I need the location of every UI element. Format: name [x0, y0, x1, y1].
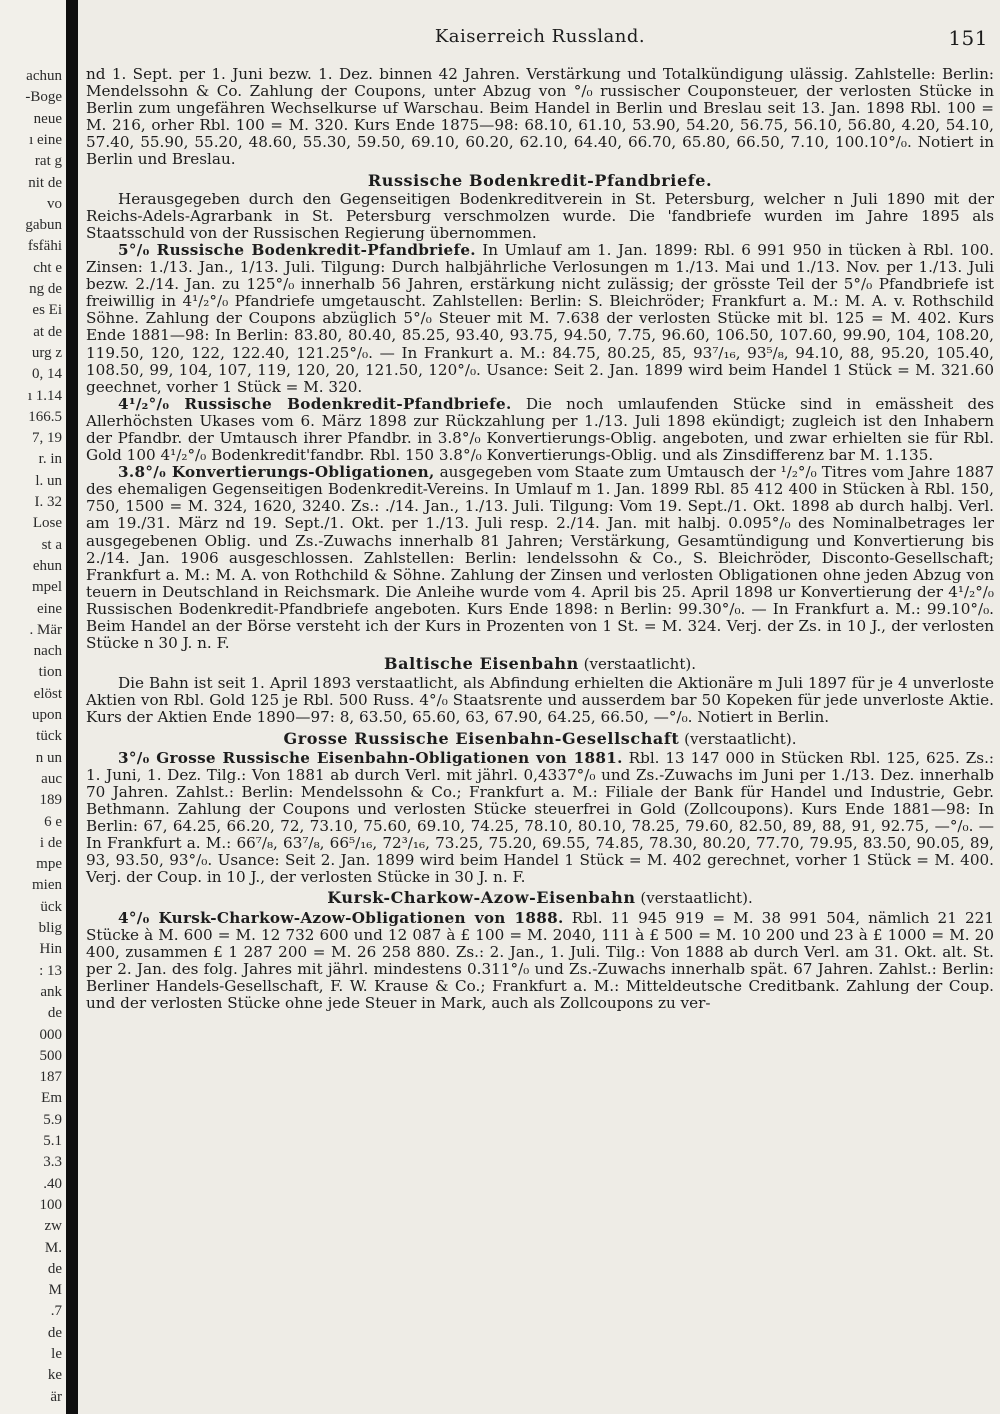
- running-title: Kaiserreich Russland.: [434, 26, 646, 47]
- paragraph-text: Rbl. 13 147 000 in Stücken Rbl. 125, 625. Zs.: 1. Juni, 1. Dez. Tilg.: Von 1881 ab durch Verl. mit jährl. 0,4337°/₀ und Zs.-Zuwachs im Juni per 1./13. Dez. innerhalb 70 Jahren. Zahlst.: Berlin: Mendelssohn & Co.; Frankfurt a. M.: Filiale der Bank für Handel und Industrie, Gebr. Bethmann. Zahlung der Coupons und verlosten Stücke steuerfrei in Gold (Zollcoupons). Kurs Ende 1881—98: In Berlin: 67, 64.25, 66.20, 72, 73.10, 75.60, 69.10, 74.25, 78.10, 80.10, 78.25, 79.60, 82.50, 89, 88, 91, 92.75, —°/₀. — In Frankfurt a. M.: 66⁷/₈, 63⁷/₈, 66⁵/₁₆, 72³/₁₆, 73.25, 75.20, 69.55, 74.85, 78.30, 80.20, 77.70, 79.95, 83.50, 90.05, 89, 93, 93.50, 93°/₀. Usance: Seit 2. Jan. 1899 wird beim Handel 1 Stück = M. 402 gerechnet, vorher 1 Stück = M. 400. Verj. der Coup. in 10 J., der verlosten Stücke in 30 J. n. F.: [86, 748, 995, 887]
- facing-page-fragment: fsfähi: [27, 238, 62, 255]
- facing-page-fragment: at de: [33, 323, 62, 340]
- facing-page-fragment: ück: [40, 898, 62, 915]
- paragraph-lead: 3°/₀ Grosse Russische Eisenbahn-Obligationen von 1881.: [118, 748, 623, 767]
- facing-page-fragment: le: [51, 1346, 62, 1362]
- facing-page-fragment: st a: [41, 536, 62, 553]
- facing-page-fragment: ehun: [32, 557, 62, 574]
- paragraph-text: Die Bahn ist seit 1. April 1893 verstaatlicht, als Abfindung erhielten die Aktionäre m Juli 1897 für je 4 unverloste Aktien von Rbl. Gold 125 je Rbl. 500 Russ. 4°/₀ Staatsrente und ausserdem bar 50 Kopeken für jede unverloste Aktie. Kurs der Aktien Ende 1890—97: 8, 63.50, 65.60, 63, 67.90, 64.25, 66.50, —°/₀. Notiert in Berlin.: [86, 674, 994, 727]
- facing-page-fragment: mien: [32, 877, 62, 894]
- paragraph-text: Rbl. 11 945 919 = M. 38 991 504, nämlich 21 221 Stücke à M. 600 = M. 12 732 600 und 12 087 à £ 100 = M. 2040, 111 à £ 500 = M. 10 200 und 23 à £ 1000 = M. 20 400, zusammen £ 1 287 200 = M. 26 258 880. Zs.: 2. Jan., 1. Juli. Tilg.: Von 1888 ab durch Verl. am 31. Okt. alt. St. per 2. Jan. des folg. Jahres mit jährl. mindestens 0.311°/₀ und Zs.-Zuwachs innerhalb spät. 67 Jahren. Zahlst.: Berlin: Berliner Handels-Gesellschaft, F. W. Krause & Co.; Frankfurt a. M.: Mitteldeutsche Creditbank. Zahlung der Coup. und der verlosten Stücke ohne jede Steuer in Mark, auch als Zollcoupons zu ver-: [86, 908, 994, 1012]
- facing-page-fragment: de: [47, 1260, 62, 1277]
- facing-page-fragment: zw: [44, 1218, 62, 1235]
- facing-page-fragment: M: [48, 1282, 62, 1299]
- facing-page-fragment: 187: [39, 1069, 62, 1086]
- section-heading-text: Grosse Russische Eisenbahn-Gesellschaft: [283, 728, 680, 748]
- facing-page-fragment: 7, 19: [32, 430, 62, 447]
- paragraph: [86, 242, 994, 396]
- facing-page-fragment: 5.1: [43, 1133, 62, 1149]
- facing-page-fragment: blig: [38, 920, 62, 936]
- paragraph-lead: 5°/₀ Russische Bodenkredit-Pfandbriefe.: [118, 240, 476, 259]
- facing-page-fragment: cht e: [33, 259, 62, 276]
- paragraph: [86, 66, 994, 169]
- book-gutter: [66, 0, 78, 1414]
- facing-page-fragment: l. un: [35, 472, 62, 489]
- paragraph: [86, 910, 994, 1013]
- paragraph-text: Herausgegeben durch den Gegenseitigen Bodenkreditverein in St. Petersburg, welcher n Juli 1890 mit der Reichs-Adels-Agrarbank in St. Petersburg verschmolzen wurde. Die 'fandbriefe wurden im Jahre 1895 als Staatsschuld von der Russischen Regierung übernommen.: [86, 189, 994, 242]
- facing-page-fragment: gabun: [25, 217, 62, 234]
- facing-page-fragment: -Boge: [25, 89, 62, 106]
- facing-page-fragment: tion: [38, 664, 62, 681]
- section-heading: [86, 730, 994, 748]
- paragraph: [86, 750, 994, 887]
- facing-page-fragment: es Ei: [32, 302, 62, 319]
- facing-page-fragment: urg z: [31, 344, 62, 361]
- section-heading: [86, 889, 994, 907]
- page-header: [88, 26, 992, 52]
- paragraph-lead: 3.8°/₀ Konvertierungs-Obligationen,: [118, 463, 435, 482]
- facing-page-fragment: . Mär: [29, 621, 62, 638]
- adjacent-page-strip: [0, 0, 66, 1414]
- facing-page-fragment: eine: [37, 600, 62, 617]
- paragraph: [86, 675, 994, 726]
- facing-page-fragment: ng de: [29, 281, 62, 297]
- facing-page-fragment: nit de: [28, 174, 62, 191]
- page: [78, 0, 1000, 1414]
- facing-page-fragment: 189: [39, 792, 62, 809]
- facing-page-fragment: de: [47, 1324, 62, 1341]
- facing-page-fragment: mpe: [36, 856, 62, 873]
- facing-page-fragment: ke: [47, 1367, 62, 1384]
- facing-page-fragment: mpel: [32, 579, 62, 596]
- facing-page-fragment: ı 1.14: [27, 387, 62, 404]
- facing-page-fragment: r. in: [38, 451, 62, 468]
- facing-page-fragment: 100: [39, 1196, 62, 1213]
- facing-page-fragment: ı eine: [29, 131, 62, 148]
- paragraph-lead: 4¹/₂°/₀ Russische Bodenkredit-Pfandbriefe.: [118, 394, 512, 413]
- facing-page-fragment: i de: [39, 834, 62, 851]
- facing-page-fragment: achun: [26, 68, 62, 84]
- facing-page-fragment: tück: [36, 728, 62, 745]
- facing-page-fragment: 0, 14: [32, 366, 62, 383]
- facing-page-fragment: upon: [32, 707, 62, 723]
- paragraph-text: nd 1. Sept. per 1. Juni bezw. 1. Dez. binnen 42 Jahren. Verstärkung und Totalkündigung ulässig. Zahlstelle: Berlin: Mendelssohn & Co. Zahlung der Coupons, unter Abzug von °/₀ russischer Couponsteuer, der verlosten Stücke in Berlin zum ungefähren Wechselkurse uf Warschau. Beim Handel in Berlin und Breslau seit 13. Jan. 1898 Rbl. 100 = M. 216, orher Rbl. 100 = M. 320. Kurs Ende 1875—98: 68.10, 61.10, 53.90, 54.20, 56.75, 56.10, 56.80, 4.20, 54.10, 57.40, 55.90, 55.20, 48.60, 55.30, 59.50, 69.10, 60.20, 62.10, 64.40, 66.70, 65.80, 66.50, 7.10, 100.10°/₀. Notiert in Berlin und Breslau.: [86, 65, 994, 169]
- facing-page-fragment: nach: [33, 643, 62, 660]
- section-heading-note: (verstaatlicht).: [578, 655, 696, 674]
- facing-page-fragment: I. 32: [34, 494, 62, 510]
- facing-page-fragment: n un: [35, 749, 62, 766]
- facing-page-fragment: rat g: [34, 153, 62, 170]
- facing-page-fragment: ank: [40, 983, 62, 1000]
- facing-page-fragment: neue: [33, 110, 62, 127]
- section-heading: [86, 655, 994, 673]
- facing-page-fragment: 166.5: [28, 408, 62, 425]
- facing-page-fragment: 6 e: [44, 813, 62, 830]
- facing-page-fragment: .40: [43, 1175, 62, 1192]
- facing-page-fragment: auc: [41, 770, 62, 787]
- facing-page-fragment: vo: [47, 195, 62, 212]
- section-heading-text: Baltische Eisenbahn: [384, 654, 579, 674]
- facing-page-fragment: : 13: [39, 962, 62, 979]
- facing-page-fragment: de: [47, 1005, 62, 1022]
- paragraph-lead: 4°/₀ Kursk-Charkow-Azow-Obligationen von 1888.: [118, 908, 564, 927]
- facing-page-fragment: 3.3: [43, 1154, 62, 1171]
- paragraph-text: Die noch umlaufenden Stücke sind in emässheit des Allerhöchsten Ukases vom 6. März 1898 zur Rückzahlung per 1./13. Juli 1898 ekündigt; zugleich ist den Inhabern der Pfandbr. der Umtausch ihrer Pfandbr. in 3.8°/₀ Konvertierungs-Oblig. angeboten, und zwar erhielten sie für Rbl. Gold 100 4¹/₂°/₀ Bodenkredit'fandbr. Rbl. 150 3.8°/₀ Konvertierungs-Oblig. und als Zinsdifferenz bar M. 1.135.: [86, 394, 994, 465]
- facing-page-fragment: .7: [50, 1303, 62, 1320]
- paragraph-text: ausgegeben vom Staate zum Umtausch der ¹/₂°/₀ Titres vom Jahre 1887 des ehemaligen Gegenseitigen Bodenkredit-Vereins. In Umlauf m 1. Jan. 1899 Rbl. 85 412 400 in Stücken à Rbl. 150, 750, 1500 = M. 324, 1620, 3240. Zs.: ./14. Jan., 1./13. Juli. Tilgung: Vom 19. Sept./1. Okt. 1898 ab durch halbj. Verl. am 19./31. März nd 19. Sept./1. Okt. per 1./13. Juli resp. 2./14. Jan. mit halbj. 0.095°/₀ des Nominalbetrages ler ausgegebenen Oblig. und Zs.-Zuwachs innerhalb 81 Jahren; Verstärkung, Gesamtündigung und Konvertierung bis 2./14. Jan. 1906 ausgeschlossen. Zahlstellen: Berlin: lendelssohn & Co., S. Bleichröder, Disconto-Gesellschaft; Frankfurt a. M.: M. A. von Rothchild & Söhne. Zahlung der Zinsen und verlosten Obligationen ohne jeden Abzug von teuern in Deutschland in Reichsmark. Die Anleihe wurde vom 4. April bis 25. April 1898 ur Konvertierung der 4¹/₂°/₀ Russischen Bodenkredit-Pfandbriefe angeboten. Kurs Ende 1898: n Berlin: 99.30°/₀. — In Frankfurt a. M.: 99.10°/₀. Beim Handel an der Börse versteht ich der Kurs in Prozenten von 1 St. = M. 324. Verj. der Zs. in 10 J., der verlosten Stücke n 30 J. n. F.: [86, 463, 994, 653]
- paragraph: [86, 396, 994, 464]
- facing-page-fragment: 5.9: [43, 1111, 62, 1128]
- section-heading-note: (verstaatlicht).: [679, 729, 797, 748]
- facing-page-fragment: 000: [39, 1026, 62, 1043]
- paragraph-text: In Umlauf am 1. Jan. 1899: Rbl. 6 991 950 in tücken à Rbl. 100. Zinsen: 1./13. Jan., 1/13. Juli. Tilgung: Durch halbjährliche Verlosungen m 1./13. Mai und 1./13. Nov. per 1./13. Juli bezw. 2./14. Jan. zu 125°/₀ innerhalb 56 Jahren, erstärkung nicht zulässig; der grösste Teil der 5°/₀ Pfandbriefe ist freiwillig in 4¹/₂°/₀ Pfandriefe umgetauscht. Zahlstellen: Berlin: S. Bleichröder; Frankfurt a. M.: M. A. v. Rothschild Söhne. Zahlung der Coupons abzüglich 5°/₀ Steuer mit M. 7.638 der verlosten Stücke mit bl. 125 = M. 402. Kurs Ende 1881—98: In Berlin: 83.80, 80.40, 85.25, 93.40, 93.75, 94.50, 7.75, 96.60, 106.50, 107.60, 99.90, 104, 108.20, 119.50, 120, 122, 122.40, 121.25°/₀. — In Frankurt a. M.: 84.75, 80.25, 85, 93⁷/₁₆, 93⁵/₈, 94.10, 88, 95.20, 105.40, 108.50, 99, 104, 107, 119, 120, 20, 121.50, 120°/₀. Usance: Seit 2. Jan. 1899 wird beim Handel 1 Stück = M. 321.60 geechnet, vorher 1 Stück = M. 320.: [86, 240, 994, 396]
- facing-page-fragment: elöst: [33, 685, 62, 702]
- page-body: [86, 66, 994, 1012]
- facing-page-fragment: Em: [41, 1090, 62, 1107]
- section-heading-text: Kursk-Charkow-Azow-Eisenbahn: [327, 888, 636, 908]
- paragraph: [86, 464, 994, 652]
- section-heading-text: Russische Bodenkredit-Pfandbriefe.: [367, 170, 713, 190]
- facing-page-fragment: Hin: [39, 941, 62, 958]
- section-heading-note: (verstaatlicht).: [635, 889, 753, 908]
- facing-page-fragment: är: [50, 1388, 62, 1405]
- facing-page-fragment: Lose: [32, 515, 62, 532]
- facing-page-fragment: M.: [44, 1239, 62, 1256]
- facing-page-fragment: 500: [39, 1047, 62, 1064]
- page-number: 151: [948, 26, 988, 50]
- section-heading: [86, 172, 994, 189]
- paragraph: [86, 191, 994, 242]
